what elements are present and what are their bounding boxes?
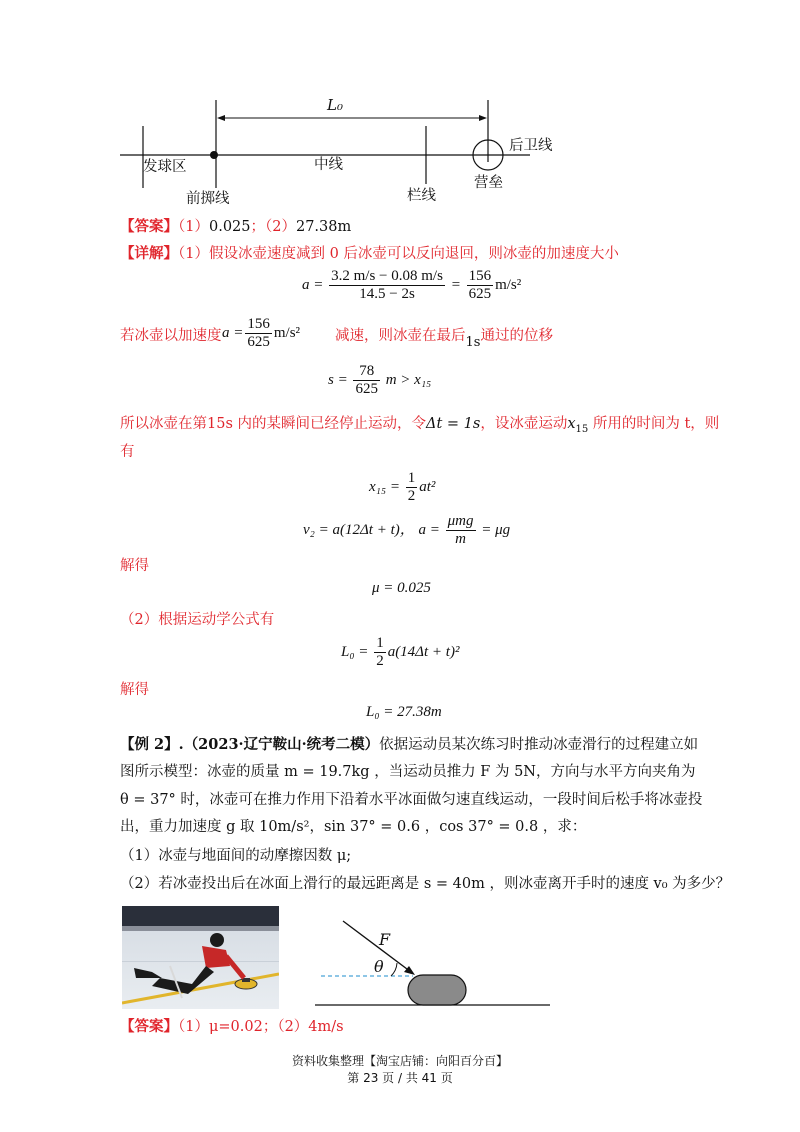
length-label: L₀ (327, 96, 343, 114)
detail-line-4: 有 (120, 444, 135, 460)
label-bar-line: 栏线 (407, 188, 436, 204)
answer2-tag: 【答案】 (120, 1018, 178, 1035)
equation-8: L₀ = 27.38m (366, 704, 442, 720)
force-label: F (379, 930, 391, 949)
arrow-right-head (479, 115, 487, 121)
question-2: （2）若冰壶投出后在冰面上滑行的最远距离是 s = 40m ，则冰壶离开手时的速度 v₀ 为多少？ (120, 876, 731, 892)
label-serve-zone: 发球区 (143, 159, 187, 175)
footer-page-number: 第 23 页 / 共 41 页 (347, 1071, 453, 1085)
angle-label: θ (374, 957, 384, 976)
angle-arc (391, 963, 397, 976)
label-house: 营垒 (474, 175, 503, 191)
example2-line-2: 图所示模型：冰壶的质量 m = 19.7kg ，当运动员推力 F 为 5N，方向与水平方向夹角为 (120, 764, 696, 780)
stone-dot (210, 151, 218, 159)
curling-stone (408, 975, 466, 1005)
footer-source: 资料收集整理【淘宝店铺：向阳百分百】 (291, 1054, 508, 1068)
curling-photo (122, 906, 279, 1009)
part-2: （2）根据运动学公式有 (120, 612, 275, 628)
detail-line-2: 若冰壶以加速度 (120, 328, 222, 344)
equation-3: s = $\frac{78}{625}$ m > x₁₅ (328, 363, 432, 397)
arrow-left-head (217, 115, 225, 121)
solve-2: 解得 (120, 682, 149, 698)
answer-tag: 【答案】 (120, 218, 178, 235)
force-diagram (305, 915, 560, 1010)
example-source: （2023·辽宁鞍山·统考二模） (183, 736, 380, 753)
example2-line-3: θ = 37° 时，冰壶可在推力作用下沿着水平冰面做匀速直线运动，一段时间后松手将冰壶投 (120, 792, 703, 808)
label-mid-line: 中线 (314, 157, 343, 173)
equation-5: v₂ = a(12Δt + t)， a = $\frac{\text{μmg}}{m}$ = μg (303, 513, 511, 547)
detail-line-3: 所以冰壶在第15s 内的某瞬间已经停止运动，令Δt = 1s，设冰壶运动$x_{15}$ 所用的时间为 t，则 (120, 416, 720, 435)
answer-1: 【答案】（1）0.025；（2）27.38m (120, 218, 352, 235)
answer-2: 【答案】（1）μ=0.02；（2）4m/s (120, 1018, 344, 1035)
solve-1: 解得 (120, 558, 149, 574)
label-back-line: 后卫线 (509, 138, 553, 154)
equation-6: μ = 0.025 (372, 580, 431, 596)
detail-line-1: 【详解】（1）假设冰壶速度减到 0 后冰壶可以反向退回，则冰壶的加速度大小 (120, 245, 619, 262)
label-hog-line: 前掷线 (186, 191, 230, 207)
equation-7: L₀ = $\frac{1}{2}$ a(14Δt + t)² (341, 635, 460, 669)
equation-2: a = $\frac{156}{625}$ m/s² (222, 316, 301, 350)
example-tag: 【例 2】. (120, 736, 184, 753)
example2-line-4: 出，重力加速度 g 取 10m/s²，sin 37° = 0.6 ，cos 37° = 0.8 ，求： (120, 819, 587, 835)
detail-tag: 【详解】 (120, 245, 178, 262)
equation-4: x₁₅ = $\frac{1}{2}$ at² (369, 470, 436, 504)
equation-1: a = $\frac{3.2 m/s - 0.08 m/s}{14.5 - 2s}$ = $\frac{156}{625}$ m/s² (302, 268, 522, 302)
example2-line-1: 【例 2】.（2023·辽宁鞍山·统考二模）依据运动员某次练习时推动冰壶滑行的过程建立如 (120, 736, 699, 753)
question-1: （1）冰壶与地面间的动摩擦因数 μ; (120, 848, 352, 864)
detail-line-2b: 减速，则冰壶在最后1s通过的位移 (335, 328, 553, 350)
